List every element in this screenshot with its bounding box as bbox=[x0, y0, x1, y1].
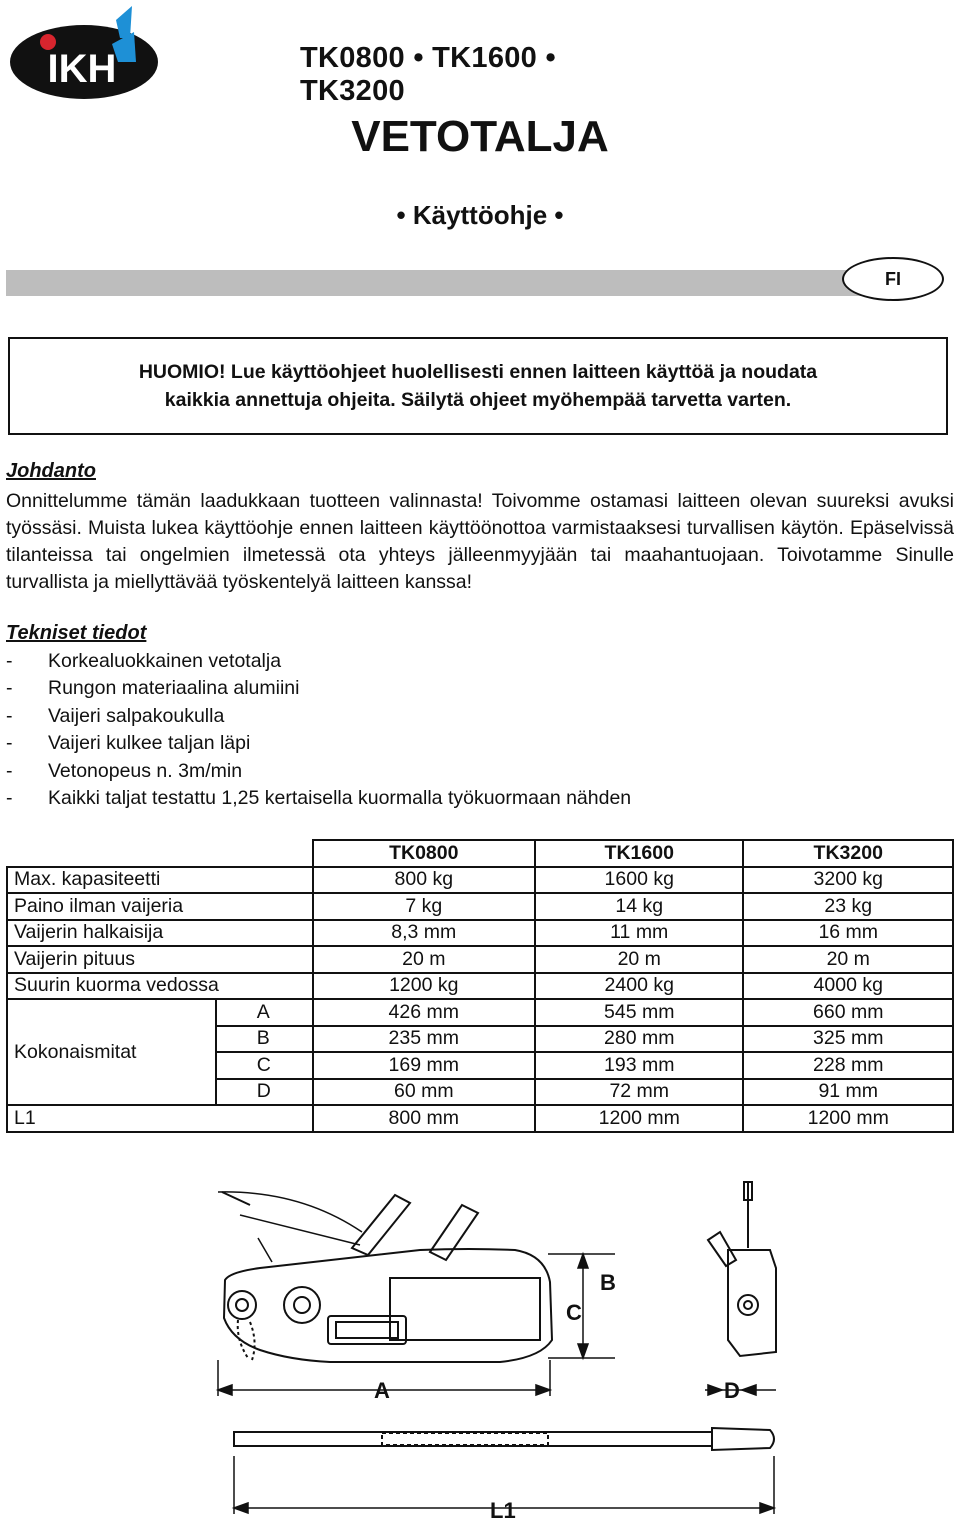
table-row: D 60 mm 72 mm 91 mm bbox=[7, 1079, 953, 1106]
model-list: TK0800 • TK1600 • TK3200 bbox=[300, 42, 556, 107]
tech-list bbox=[6, 648, 631, 812]
table-row: Max. kapasiteetti 800 kg 1600 kg 3200 kg bbox=[7, 867, 953, 894]
tech-heading: Tekniset tiedot bbox=[6, 622, 147, 644]
list-item: - Vaijeri salpakoukulla bbox=[6, 704, 225, 727]
dims-label: Kokonaismitat bbox=[7, 999, 216, 1105]
notice-line-1: HUOMIO! Lue käyttöohjeet huolellisesti ennen laitteen käyttöä ja noudata bbox=[138, 361, 818, 383]
dim-label-c: C bbox=[566, 1300, 582, 1325]
table-header-row bbox=[7, 840, 953, 867]
table-row: C 169 mm 193 mm 228 mm bbox=[7, 1052, 953, 1079]
intro-text: Onnittelumme tämän laadukkaan tuotteen valinnasta! Toivomme ostamasi laitteen olevan suureksi avuksi työssäsi. Muista lukea käyttöohje ennen laitteen käyttöönottoa varmistaaksesi turvallisen käytön. Epäselvissä tilanteissa tai ongelmien ilmetessä ota yhteys jälleenmyyjään tai maahantuojaan. Toivotamme Sinulle turvallista ja miellyttävää työskentelyä laitteen kanssa! bbox=[6, 490, 954, 593]
table-row: L1 800 mm 1200 mm 1200 mm bbox=[7, 1105, 953, 1132]
language-badge: FI bbox=[842, 257, 944, 301]
dim-label-l1: L1 bbox=[490, 1498, 516, 1523]
hoist-drawing bbox=[0, 1170, 960, 1526]
document-title: VETOTALJA bbox=[351, 112, 609, 161]
spec-table bbox=[6, 839, 954, 1133]
table-row: B 235 mm 280 mm 325 mm bbox=[7, 1026, 953, 1053]
table-row: Kokonaismitat A 426 mm 545 mm 660 mm bbox=[7, 999, 953, 1026]
notice-box bbox=[8, 337, 948, 435]
dim-label-d: D bbox=[724, 1378, 740, 1403]
list-item: - Kaikki taljat testattu 1,25 kertaisella kuormalla työkuormaan nähden bbox=[6, 787, 632, 810]
column-header: TK1600 bbox=[535, 840, 743, 867]
column-header: TK3200 bbox=[743, 840, 953, 867]
table-row: Vaijerin pituus 20 m 20 m 20 m bbox=[7, 946, 953, 973]
document-subtitle: • Käyttöohje • bbox=[396, 200, 564, 230]
list-item: - Vetonopeus n. 3m/min bbox=[6, 759, 243, 782]
table-row: Paino ilman vaijeria 7 kg 14 kg 23 kg bbox=[7, 893, 953, 920]
svg-text:IKH: IKH bbox=[47, 47, 117, 91]
notice-line-2: kaikkia annettuja ohjeita. Säilytä ohjeet myöhempää tarvetta varten. bbox=[164, 389, 792, 411]
table-row: Suurin kuorma vedossa 1200 kg 2400 kg 4000 kg bbox=[7, 973, 953, 1000]
dim-label-a: A bbox=[374, 1378, 390, 1403]
list-item: - Rungon materiaalina alumiini bbox=[6, 677, 300, 700]
intro-heading: Johdanto bbox=[6, 460, 96, 482]
header-bar bbox=[6, 270, 866, 296]
dim-label-b: B bbox=[600, 1270, 616, 1295]
ikh-logo bbox=[8, 2, 168, 102]
table-row: Vaijerin halkaisija 8,3 mm 11 mm 16 mm bbox=[7, 920, 953, 947]
column-header: TK0800 bbox=[313, 840, 535, 867]
list-item: - Vaijeri kulkee taljan läpi bbox=[6, 732, 251, 755]
list-item: - Korkealuokkainen vetotalja bbox=[6, 650, 282, 672]
